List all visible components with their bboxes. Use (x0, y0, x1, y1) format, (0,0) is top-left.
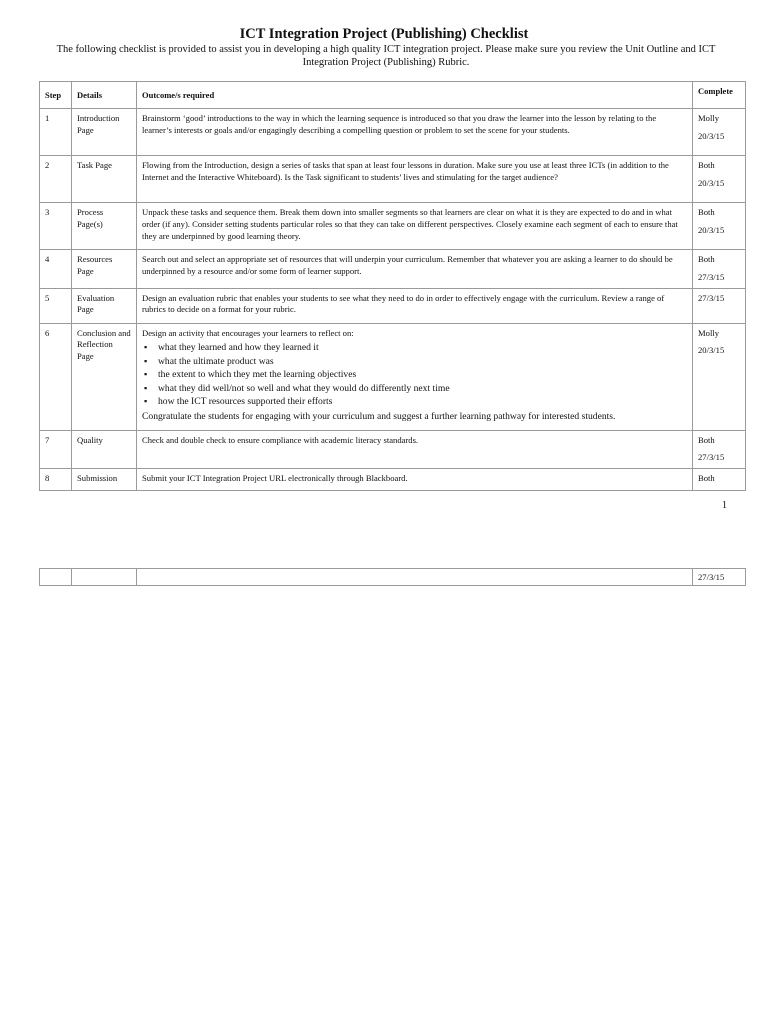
row-step: 5 (40, 288, 72, 323)
header-details: Details (72, 82, 137, 109)
header-complete: Complete (693, 82, 746, 109)
table-row (40, 288, 746, 323)
row-details: Resources Page (72, 250, 137, 289)
completed-date: 27/3/15 (698, 292, 725, 303)
row-details: Evaluation Page (72, 288, 137, 323)
table-row (40, 250, 746, 289)
row-outcome: Submit your ICT Integration Project URL electronically through Blackboard. (137, 469, 693, 491)
completed-by: Molly (698, 113, 720, 123)
row-outcome (137, 323, 693, 430)
intro-paragraph: The following checklist is provided to assist you in developing a high quality ICT integration project. Please make sure you review the Unit Outline and ICT Integration Project (Publishing) Rubric. (56, 44, 716, 68)
header-step: Step (40, 82, 72, 109)
completed-date: 20/3/15 (698, 177, 725, 188)
row-complete (693, 469, 746, 491)
continuation-table (39, 568, 746, 586)
row-step: 7 (40, 430, 72, 469)
completed-by: Both (698, 473, 715, 484)
row-details: Submission (72, 469, 137, 491)
row-complete (693, 203, 746, 250)
row-step: 8 (40, 469, 72, 491)
row-details: Process Page(s) (72, 203, 137, 250)
row-step: 6 (40, 323, 72, 430)
completed-date: 20/3/15 (698, 224, 725, 235)
table-row (40, 156, 746, 203)
row-outcome: Brainstorm ‘good’ introductions to the way in which the learning sequence is introduced so that you draw the learner into the lesson by relating to the learner’s interests or goals and/or engagingly describing a compelling question or problem to set the scene for your students. (137, 109, 693, 156)
row-complete (693, 288, 746, 323)
list-item: ▪ how the ICT resources supported their efforts (142, 395, 687, 409)
completed-date: 27/3/15 (693, 569, 746, 586)
row-complete (693, 430, 746, 469)
outcome-outro: Congratulate the students for engaging with your curriculum and suggest a further learning pathway for interested students. (142, 410, 616, 422)
row-details: Introduction Page (72, 109, 137, 156)
row-step: 2 (40, 156, 72, 203)
page-number: 1 (722, 500, 727, 511)
outcome-intro: Design an activity that encourages your learners to reflect on: (142, 327, 354, 338)
completed-by: Both (698, 160, 715, 170)
row-step: 1 (40, 109, 72, 156)
row-details: Quality (72, 430, 137, 469)
table-row (40, 109, 746, 156)
completed-by: Both (698, 254, 715, 264)
reflection-bullet-list (142, 341, 687, 409)
list-item: ▪ what they learned and how they learned it (142, 341, 687, 355)
row-outcome: Search out and select an appropriate set of resources that will underpin your curriculum. Remember that whatever you are asking a learner to do should be underpinned by a resource and/or some form of learner support. (137, 250, 693, 289)
row-step (40, 569, 72, 586)
row-step: 3 (40, 203, 72, 250)
list-item: ▪ the extent to which they met the learning objectives (142, 368, 687, 382)
table-row (40, 430, 746, 469)
row-step: 4 (40, 250, 72, 289)
table-row (40, 469, 746, 491)
list-item: ▪ what the ultimate product was (142, 355, 687, 369)
row-outcome: Flowing from the Introduction, design a series of tasks that span at least four lessons in duration. Make sure you use at least three ICTs (in addition to the Internet and the Interactive Whiteboard). Is the Task significant to students’ lives and stimulating for the target audience? (137, 156, 693, 203)
row-details (72, 569, 137, 586)
document-title: ICT Integration Project (Publishing) Checklist (239, 26, 529, 42)
row-outcome: Design an evaluation rubric that enables your students to see what they need to do in order to effectively engage with the curriculum. Review a range of rubrics to decide on a format for your rubric. (137, 288, 693, 323)
completed-date: 27/3/15 (698, 452, 725, 463)
checklist-table (39, 81, 746, 491)
row-complete (693, 323, 746, 430)
row-complete (693, 109, 746, 156)
table-row (40, 569, 746, 586)
completed-date: 20/3/15 (698, 130, 725, 141)
completed-date: 20/3/15 (698, 345, 725, 356)
row-outcome: Check and double check to ensure compliance with academic literacy standards. (137, 430, 693, 469)
row-details: Task Page (72, 156, 137, 203)
row-outcome: Unpack these tasks and sequence them. Break them down into smaller segments so that learners are clear on what it is they are expected to do and in what order (if any). Consider setting students particular roles so that they can take on different perspectives. Closely examine each segment of each to ensure that they are underpinned by good learning theory. (137, 203, 693, 250)
header-outcome: Outcome/s required (137, 82, 693, 109)
completed-by: Both (698, 207, 715, 217)
row-outcome (137, 569, 693, 586)
list-item: ▪ what they did well/not so well and what they would do differently next time (142, 382, 687, 396)
completed-by: Both (698, 434, 715, 445)
table-row (40, 323, 746, 430)
completed-date: 27/3/15 (698, 271, 725, 282)
table-row (40, 203, 746, 250)
completed-by: Molly (698, 327, 720, 338)
row-details: Conclusion and Reflection Page (72, 323, 137, 430)
row-complete (693, 156, 746, 203)
table-header-row (40, 82, 746, 109)
row-complete (693, 250, 746, 289)
